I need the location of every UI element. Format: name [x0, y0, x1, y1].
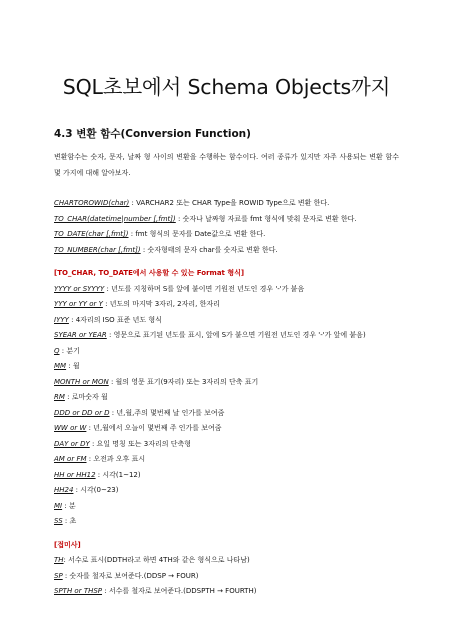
suffix-item [54, 553, 399, 569]
function-desc: : 숫자나 날짜형 자료를 fmt 형식에 맞춰 문자로 변환 한다. [175, 214, 357, 223]
format-term: SYEAR or YEAR [54, 331, 107, 339]
function-term: TO_NUMBER(char [,fmt]) [54, 245, 141, 254]
format-item [54, 313, 399, 329]
format-item [54, 468, 399, 484]
suffix-term: SPTH or THSP [54, 587, 103, 595]
format-desc: : 로마숫자 월 [64, 393, 108, 401]
suffix-item [54, 569, 399, 585]
suffix-desc: : 서수로 표시(DDTH라고 하면 4TH와 같은 형식으로 나타남) [63, 556, 250, 564]
suffix-term: TH [54, 556, 64, 564]
function-item [54, 243, 399, 259]
format-desc: : 월 [66, 362, 80, 370]
suffix-term: SP [54, 571, 63, 580]
format-term: YYY or YY or Y [54, 300, 103, 308]
format-desc: : 영문으로 표기된 년도를 표시, 앞에 S가 붙으면 기원전 년도인 경우 '-'가 앞에 붙음) [106, 331, 366, 339]
format-term: WW or W [54, 424, 87, 432]
section-heading: 4.3 변환 함수(Conversion Function) [54, 128, 251, 140]
format-term: MM [54, 362, 67, 370]
format-item [54, 282, 399, 298]
format-desc: : 오전과 오후 표시 [86, 455, 146, 463]
suffix-heading: [접미사] [54, 540, 81, 549]
format-heading: [TO_CHAR, TO_DATE에서 사용할 수 있는 Format 형식] [54, 269, 245, 277]
format-item [54, 499, 399, 515]
document-title: SQL초보에서 Schema Objects까지 [62, 75, 391, 99]
function-desc: : VARCHAR2 또는 CHAR Type을 ROWID Type으로 변환 한다. [129, 199, 330, 207]
format-term: MI [54, 501, 63, 510]
format-item [54, 344, 399, 360]
format-term: DAY or DY [54, 439, 90, 448]
format-item [54, 483, 399, 499]
function-term: TO_DATE(char [,fmt]) [54, 230, 129, 238]
suffix-item [54, 584, 399, 600]
function-desc: : fmt 형식의 문자를 Date값으로 변환 한다. [128, 230, 266, 238]
format-desc: : 시각(1~12) [95, 470, 141, 479]
suffix-desc: : 숫자를 철자로 보여준다.(DDSP → FOUR) [62, 571, 199, 580]
format-desc: : 요일 명칭 또는 3자리의 단축형 [89, 439, 192, 448]
format-desc: : 년도의 마지막 3자리, 2자리, 한자리 [102, 300, 220, 308]
format-term: Q [54, 346, 60, 355]
format-item [54, 375, 399, 391]
function-list [54, 196, 399, 258]
format-item [54, 328, 399, 344]
format-desc: : 시각(0~23) [73, 486, 119, 494]
format-item [54, 297, 399, 313]
format-item [54, 514, 399, 530]
function-item [54, 196, 399, 212]
format-term: AM or FM [54, 455, 87, 463]
format-desc: : 년도를 지칭하며 S를 앞에 붙이면 기원전 년도인 경우 '-'가 붙음 [104, 284, 305, 293]
format-desc: : 초 [62, 517, 77, 525]
format-item [54, 390, 399, 406]
format-item [54, 359, 399, 375]
format-term: HH24 [54, 486, 74, 494]
document-body [54, 150, 399, 600]
function-term: CHARTOROWID(char) [54, 199, 130, 207]
format-term: DDD or DD or D [54, 408, 110, 417]
format-list [54, 282, 399, 530]
intro-paragraph: 변환함수는 숫자, 문자, 날짜 형 사이의 변환을 수행하는 함수이다. 여러 종류가 있지만 자주 사용되는 변환 함수 몇 가지에 대해 알아보자. [54, 153, 399, 177]
function-desc: : 숫자형태의 문자 char를 숫자로 변환 한다. [140, 245, 278, 254]
function-item [54, 212, 399, 228]
function-term: TO_CHAR(datetime|number [,fmt]) [54, 214, 176, 223]
suffix-list [54, 553, 399, 600]
format-desc: : 년,월에서 오늘이 몇번째 주 인가를 보여줌 [86, 424, 222, 432]
format-desc: : 년,월,주의 몇번째 날 인가를 보여줌 [109, 408, 225, 417]
suffix-desc: : 서수를 철자로 보여준다.(DDSPTH → FOURTH) [102, 587, 257, 595]
format-desc: : 월의 영문 표기(9자리) 또는 3자리의 단축 표기 [108, 377, 259, 386]
format-desc: : 4자리의 ISO 표준 년도 형식 [68, 315, 162, 324]
format-desc: : 분 [62, 501, 76, 510]
format-term: YYYY or SYYYY [54, 284, 105, 293]
format-term: IYYY [54, 315, 69, 324]
format-term: RM [54, 393, 65, 401]
format-desc: : 분기 [59, 346, 80, 355]
format-item [54, 452, 399, 468]
function-item [54, 227, 399, 243]
format-term: MONTH or MON [54, 377, 109, 386]
format-item [54, 421, 399, 437]
format-item [54, 437, 399, 453]
format-item [54, 406, 399, 422]
format-term: SS [54, 517, 63, 525]
format-term: HH or HH12 [54, 470, 96, 479]
